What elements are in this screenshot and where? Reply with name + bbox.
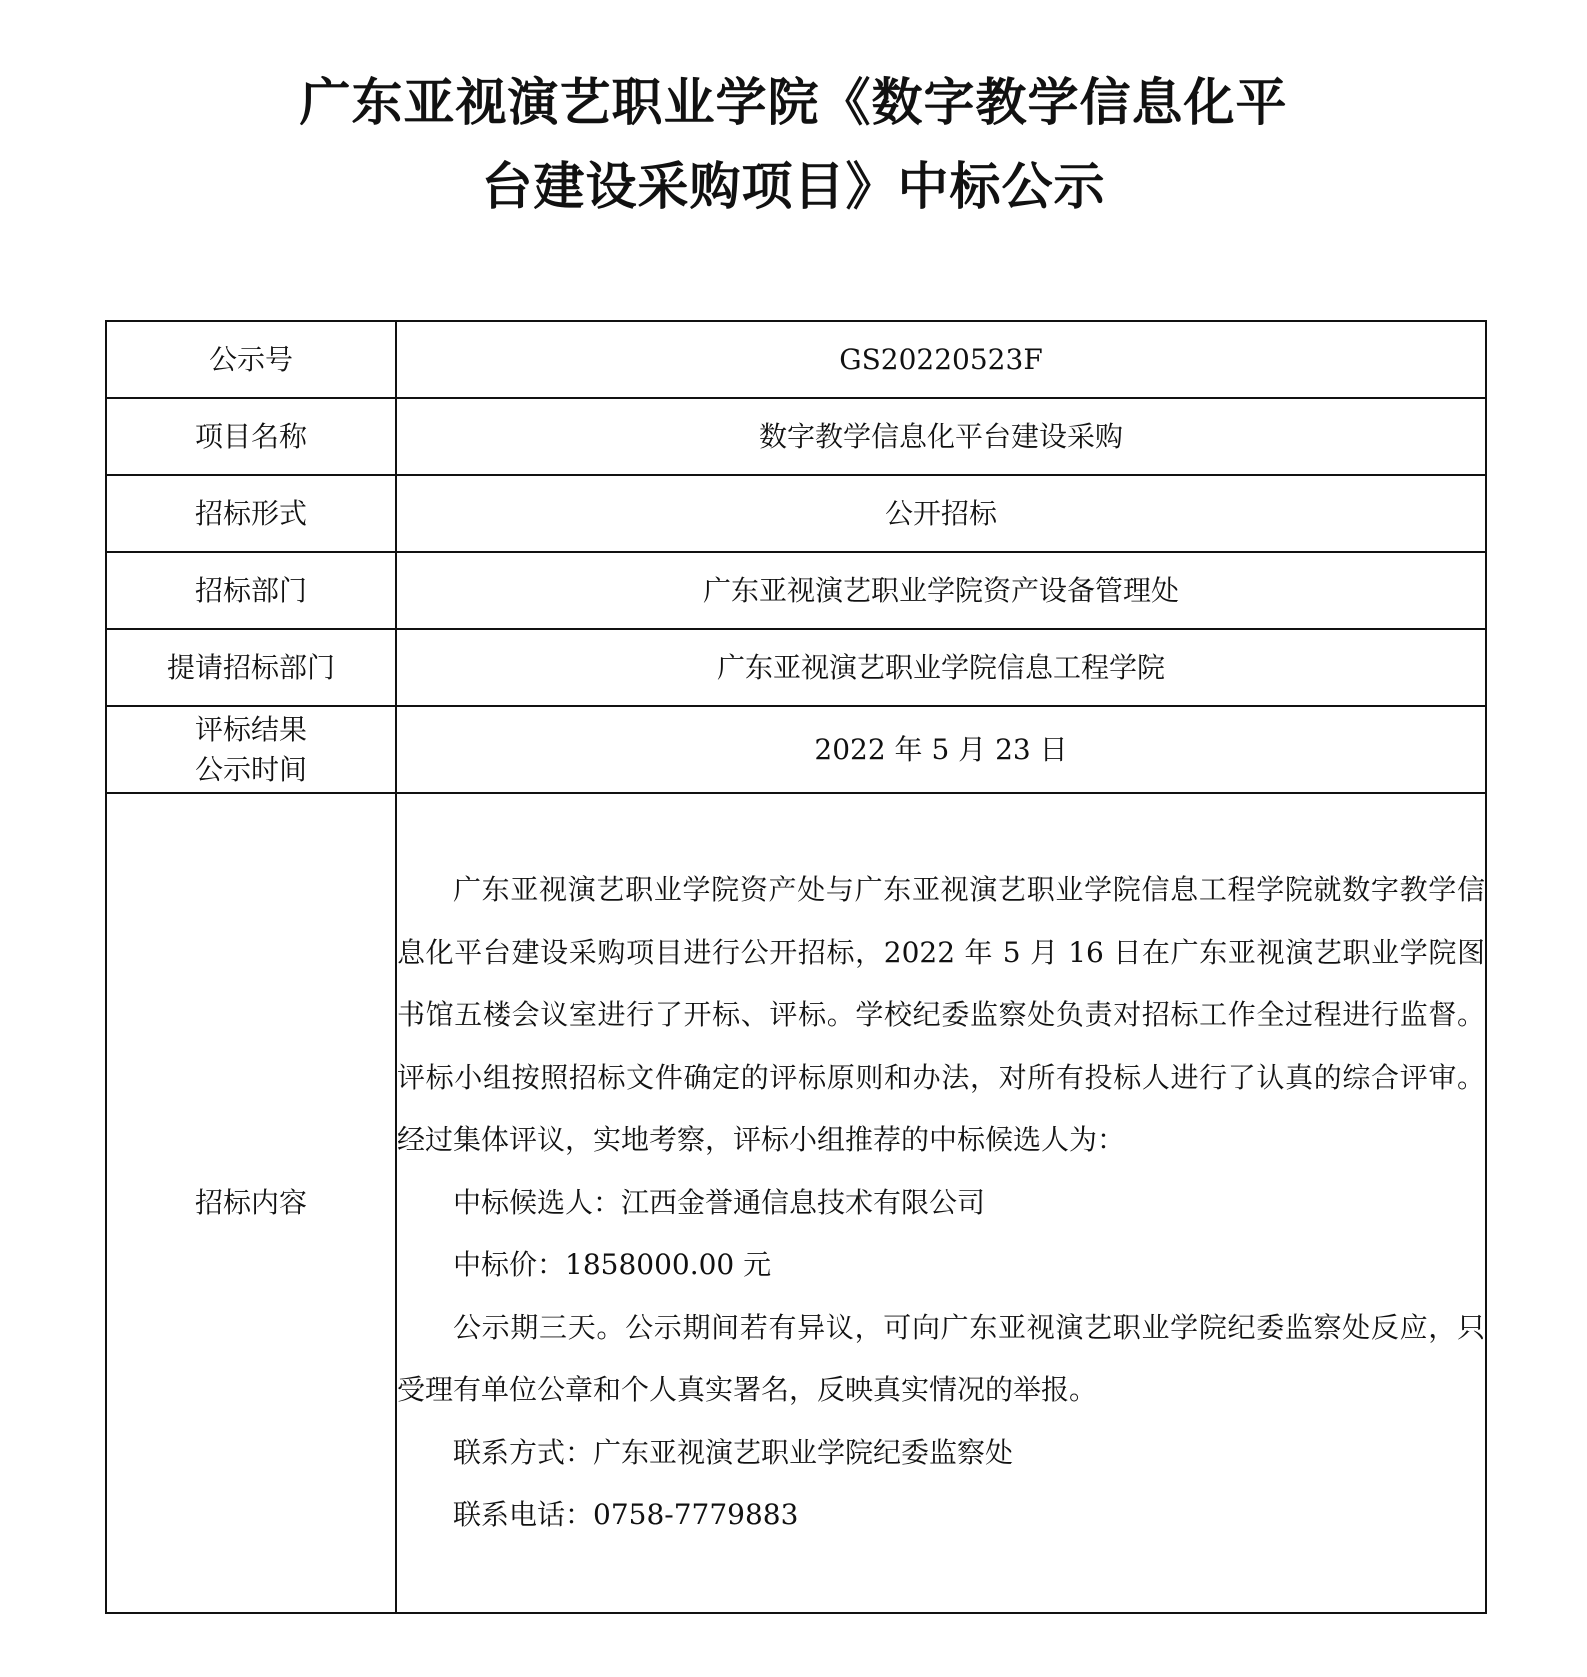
label-bidding-department: 招标部门 — [106, 552, 396, 629]
value-project-name: 数字教学信息化平台建设采购 — [396, 398, 1486, 475]
row-bidding-content — [106, 793, 1486, 1613]
contact-method: 联系方式：广东亚视演艺职业学院纪委监察处 — [453, 1435, 1014, 1469]
label-bidding-form: 招标形式 — [106, 475, 396, 552]
row-announcement-time — [106, 706, 1486, 793]
contact-phone: 联系电话：0758-7779883 — [453, 1498, 799, 1532]
value-announcement-number: GS20220523F — [396, 321, 1486, 398]
label-project-name: 项目名称 — [106, 398, 396, 475]
label-time-line-1: 评标结果 — [194, 712, 307, 746]
document-title — [0, 62, 1587, 230]
value-bidding-department: 广东亚视演艺职业学院资产设备管理处 — [396, 552, 1486, 629]
title-line-2: 台建设采购项目》中标公示 — [481, 158, 1106, 217]
row-announcement-number — [106, 321, 1486, 398]
value-bidding-content — [396, 793, 1486, 1613]
label-announcement-number: 公示号 — [106, 321, 396, 398]
content-paragraph: 广东亚视演艺职业学院资产处与广东亚视演艺职业学院信息工程学院就数字教学信息化平台建设采购项目进行公开招标，2022 年 5 月 16 日在广东亚视演艺职业学院图书馆五楼会议室进行了开标、评标。学校纪委监察处负责对招标工作全过程进行监督。评标小组按照招标文件确定的评标原则和办法，对所有投标人进行了认真的综合评审。经过集体评议，实地考察，评标小组推荐的中标候选人为： — [397, 873, 1485, 1157]
title-line-1: 广东亚视演艺职业学院《数字教学信息化平 — [299, 74, 1288, 133]
label-requesting-department: 提请招标部门 — [106, 629, 396, 706]
row-requesting-department — [106, 629, 1486, 706]
winning-price: 中标价：1858000.00 元 — [453, 1248, 772, 1282]
label-bidding-content: 招标内容 — [106, 793, 396, 1613]
value-announcement-time: 2022 年 5 月 23 日 — [396, 706, 1486, 793]
row-project-name — [106, 398, 1486, 475]
winning-candidate: 中标候选人：江西金誉通信息技术有限公司 — [453, 1185, 986, 1219]
row-bidding-form — [106, 475, 1486, 552]
label-time-line-2: 公示时间 — [194, 752, 307, 786]
value-bidding-form: 公开招标 — [396, 475, 1486, 552]
objection-notice: 公示期三天。公示期间若有异议，可向广东亚视演艺职业学院纪委监察处反应，只受理有单位公章和个人真实署名，反映真实情况的举报。 — [397, 1310, 1485, 1407]
announcement-table — [105, 320, 1487, 1614]
value-requesting-department: 广东亚视演艺职业学院信息工程学院 — [396, 629, 1486, 706]
row-bidding-department — [106, 552, 1486, 629]
label-announcement-time — [106, 706, 396, 793]
